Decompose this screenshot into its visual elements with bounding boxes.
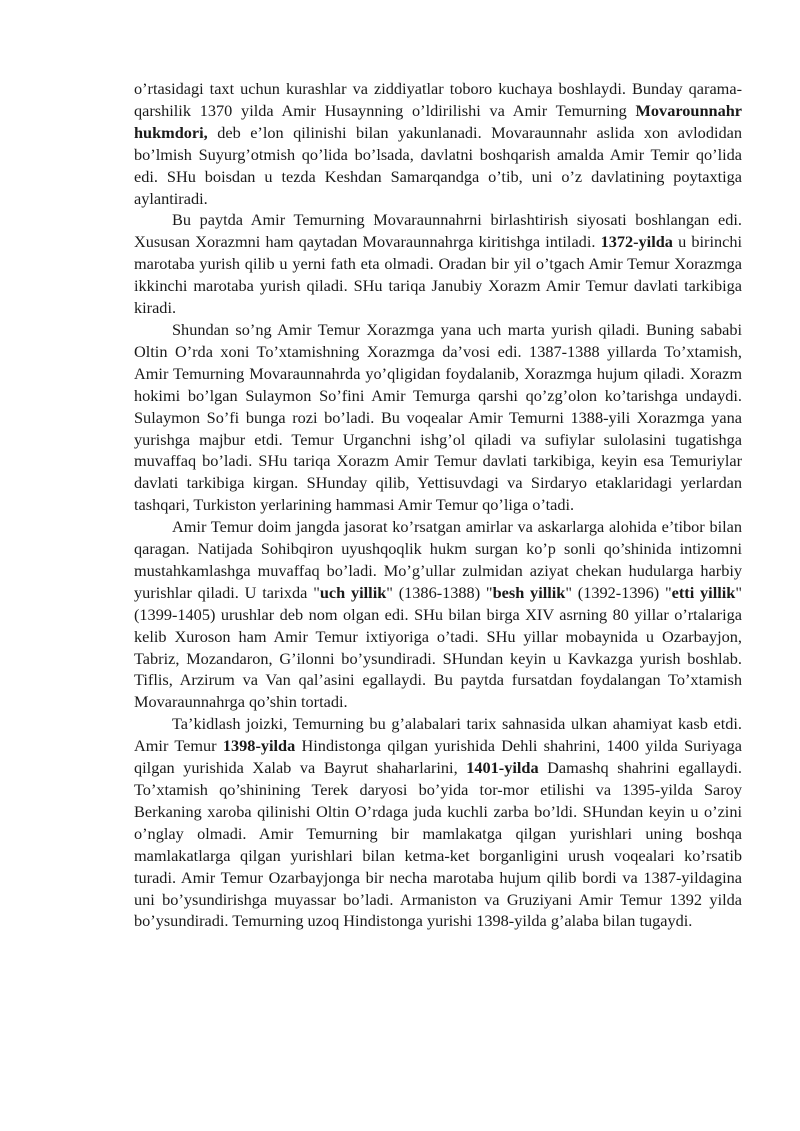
bold-run: etti yillik bbox=[671, 582, 736, 602]
paragraph-5 bbox=[134, 713, 742, 932]
paragraph-2 bbox=[134, 209, 742, 319]
text-run: Damashq shahrini egallaydi. To’xtamish qo’shinining Terek daryosi bo’yida tor-mor etilishi va 1395-yilda Saroy Berkaning xaroba qilinishi Oltin O’rdaga juda kuchli zarba bo’ldi. SHundan keyin u o’zini o’nglay olmadi. Amir Temurning bir mamlakatga qilgan yurishlari uning boshqa mamlakatlarga qilgan yurishlari bilan ketma-ket borganligini urush voqealari ko’rsatib turadi. Amir Temur Ozarbayjonga bir necha marotaba hujum qilib bordi va 1387-yildagina uni bo’ysundirishga muyassar bo’ladi. Armaniston va Gruziyani Amir Temur 1392 yilda bo’ysundiradi. Temurning uzoq Hindistonga yurishi 1398-yilda g’alaba bilan tugaydi. bbox=[134, 758, 743, 931]
bold-run: besh yillik bbox=[492, 582, 566, 602]
text-run: u birinchi marotaba yurish qilib u yerni fath eta olmadi. Oradan bir yil o’tgach Amir Temur Xorazmga ikkinchi marotaba yurish qiladi. SHu tariqa Janubiy Xorazm Amir Temur davlati tarkibiga kiradi. bbox=[134, 232, 742, 318]
bold-run: Movarounnahr hukmdori, bbox=[134, 100, 742, 142]
bold-run: 1398-yilda bbox=[222, 736, 296, 756]
bold-run: 1401-yilda bbox=[466, 758, 539, 778]
text-run: Hindistonga qilgan yurishida Dehli shahrini, 1400 yilda Suriyaga qilgan yurishida Xalab va Bayrut shaharlarini, bbox=[134, 736, 742, 778]
text-run: Ta’kidlash joizki, Temurning bu g’alabalari tarix sahnasida ulkan ahamiyat kasb etdi. Amir Temur bbox=[134, 714, 742, 756]
paragraph-1 bbox=[134, 78, 742, 209]
document-body bbox=[134, 78, 742, 932]
text-run: Shundan so’ng Amir Temur Xorazmga yana uch marta yurish qiladi. Buning sababi Oltin O’rda xoni To’xtamishning Xorazmga da’vosi edi. 1387-1388 yillarda To’xtamish, Amir Temurning Movaraunnahrda yo’qligidan foydalanib, Xorazmga hujum qiladi. Xorazm hokimi bo’lgan Sulaymon So’fini Amir Temurga qarshi qo’zg’olon ko’tarishga undaydi. Sulaymon So’fi bunga rozi bo’ladi. Bu voqealar Amir Temurni 1388-yili Xorazmga yana yurishga majbur etdi. Temur Urganchni ishg’ol qiladi va sufiylar sulolasini tugatishga muvaffaq bo’ladi. SHu tariqa Xorazm Amir Temur davlati tarkibiga, keyin esa Temuriylar davlati tarkibiga kirgan. SHunday qilib, Yettisuvdagi va Sirdaryo etaklaridagi yerlardan tashqari, Turkiston yerlarining hammasi Amir Temur qo’liga o’tadi. bbox=[134, 319, 742, 515]
bold-run: uch yillik bbox=[319, 582, 387, 602]
paragraph-3 bbox=[134, 319, 742, 516]
bold-run: 1372-yilda bbox=[600, 232, 673, 252]
text-run: " (1399-1405) urushlar deb nom olgan edi. SHu bilan birga XIV asrning 80 yillar o’rtalariga kelib Xuroson ham Amir Temur ixtiyoriga o’tadi. SHu yillar mobaynida u Ozarbayjon, Tabriz, Mozandaron, G’ilonni bo’ysundiradi. SHundan keyin u Kavkazga yurish boshlab. Tiflis, Arzirum va Van qal’asini egallaydi. Bu paytda fursatdan foydalangan To’xtamish Movaraunnahrga qo’shin tortadi. bbox=[134, 582, 742, 712]
paragraph-4 bbox=[134, 516, 742, 713]
text-run: " (1392-1396) " bbox=[565, 582, 672, 602]
text-run: " (1386-1388) " bbox=[386, 582, 493, 602]
text-run: deb e’lon qilinishi bilan yakunlanadi. Movaraunnahr aslida xon avlodidan bo’lmish Suyurg’otmish qo’lida bo’lsada, davlatni boshqarish amalda Amir Temir qo’lida edi. SHu boisdan u tezda Keshdan Samarqandga o’tib, uni o’z davlatining poytaxtiga aylantiradi. bbox=[134, 122, 742, 208]
text-run: Amir Temur doim jangda jasorat ko’rsatgan amirlar va askarlarga alohida e’tibor bilan qaragan. Natijada Sohibqiron uyushqoqlik hukm surgan ko’p sonli qo’shinida intizomni mustahkamlashga muvaffaq bo’ladi. Mo’g’ullar zulmidan aziyat chekan hudularga harbiy yurishlar qiladi. U tarixda " bbox=[134, 517, 742, 602]
text-run: Bu paytda Amir Temurning Movaraunnahrni birlashtirish siyosati boshlangan edi. Xususan Xorazmni ham qaytadan Movaraunnahrga kiritishga intiladi. bbox=[134, 210, 742, 252]
text-run: o’rtasidagi taxt uchun kurashlar va ziddiyatlar toboro kuchaya boshlaydi. Bunday qarama-qarshilik 1370 yilda Amir Husaynning o’ldirilishi va Amir Temurning bbox=[134, 79, 742, 120]
